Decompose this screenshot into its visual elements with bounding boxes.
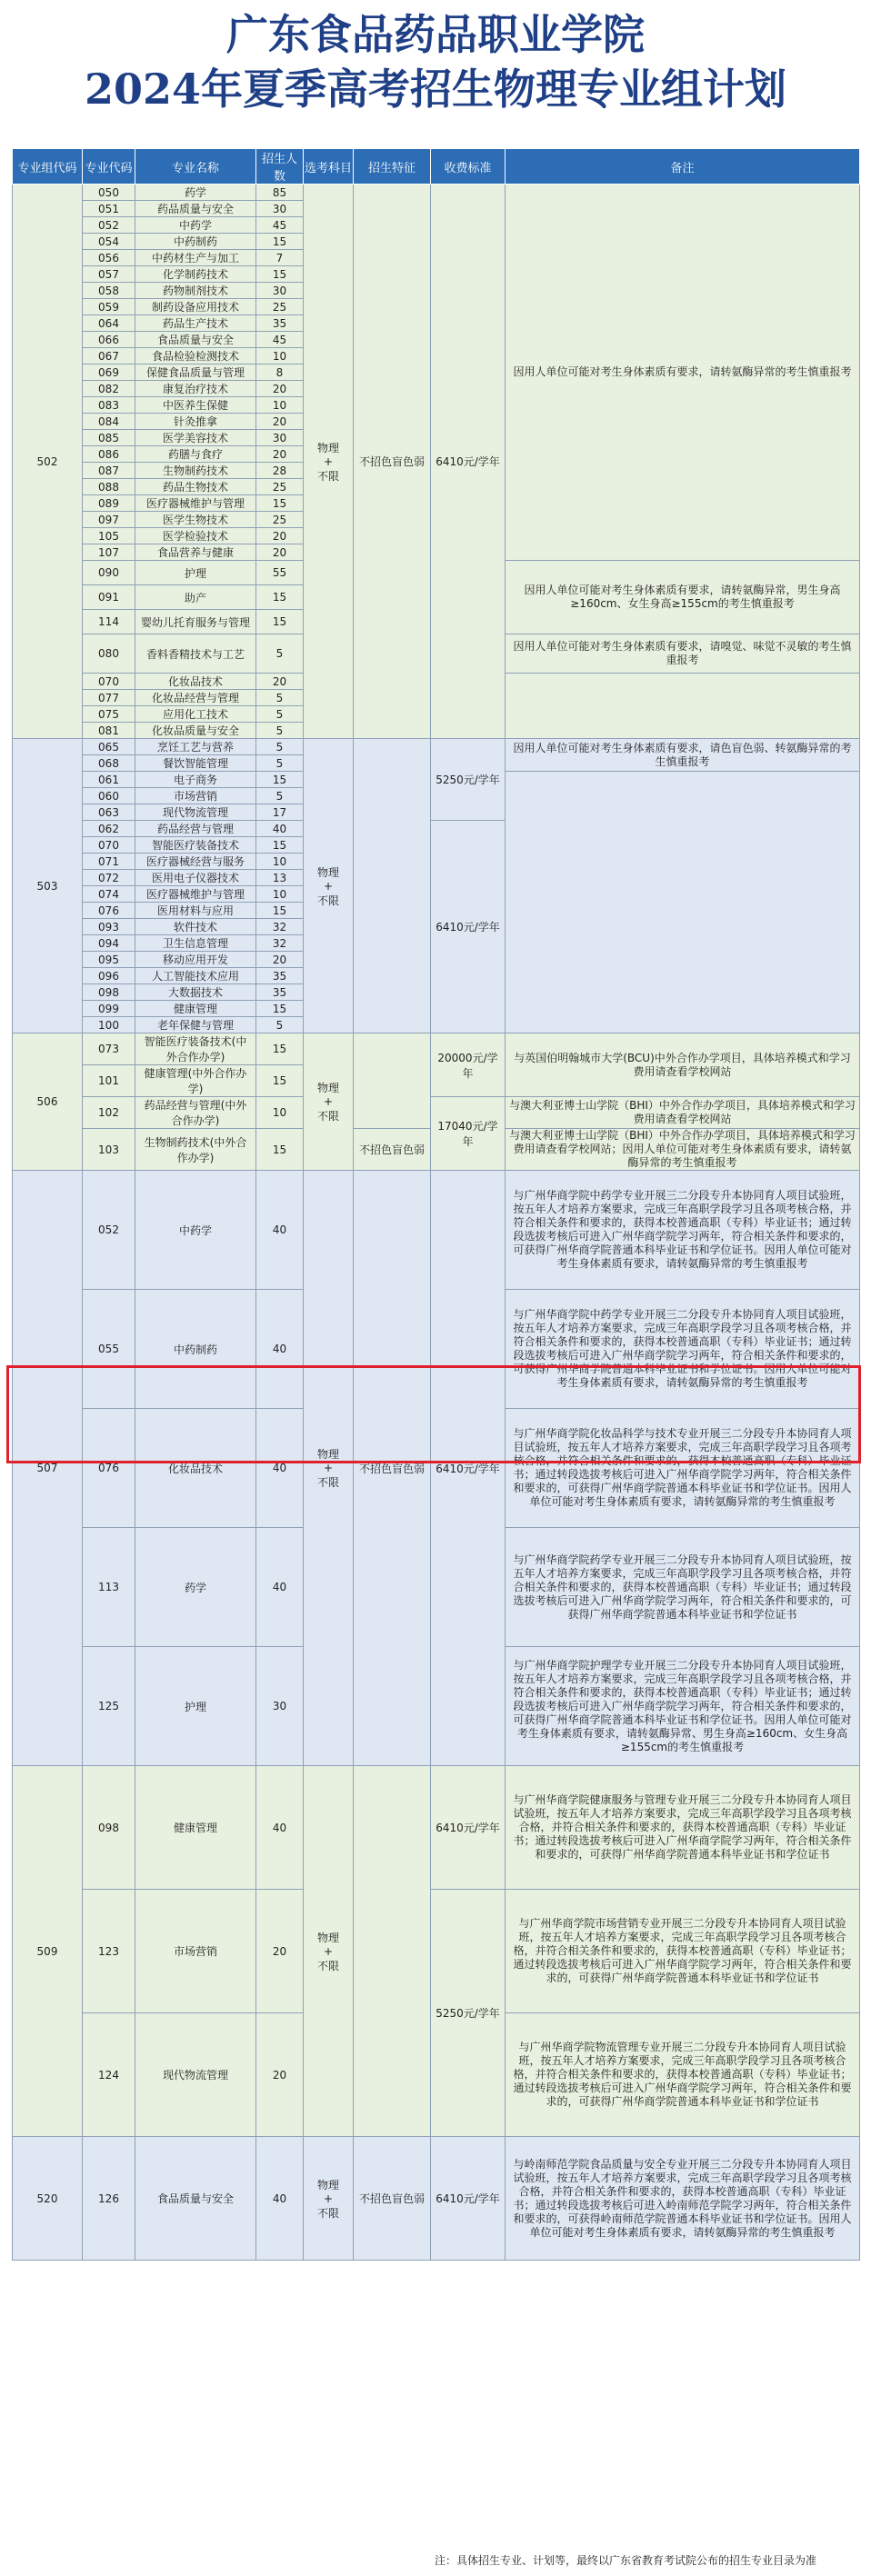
major-code: 056: [83, 250, 135, 266]
major-code: 098: [83, 1766, 135, 1890]
major-name: 药品生产技术: [135, 315, 256, 332]
major-name: 医学生物技术: [135, 512, 256, 528]
column-header: 备注: [506, 149, 860, 185]
major-code: 094: [83, 935, 135, 952]
enrollment-count: 10: [256, 348, 304, 364]
major-code: 052: [83, 217, 135, 234]
table-row: [13, 1890, 860, 2013]
remark: 与英国伯明翰城市大学(BCU)中外合作办学项目，具体培养模式和学习费用请查看学校网站: [506, 1033, 860, 1097]
major-name: 婴幼儿托育服务与管理: [135, 610, 256, 634]
major-code: 057: [83, 266, 135, 283]
remark: 与广州华商学院护理学专业开展三二分段专升本协同育人项目试验班，按五年人才培养方案要求，完成三年高职学段学习且各项考核合格，并符合相关条件和要求的，获得本校普通高职（专科）毕业证书；通过转段选拔考核后可进入广州华商学院学习两年，符合相关条件和要求的，可获得广州华商学院普通本科毕业证书和学位证书。因用人单位可能对考生身体素质有要求，请转氨酶异常、男生身高≥160cm、女生身高≥155cm的考生慎重报考: [506, 1647, 860, 1766]
enrollment-count: 5: [256, 739, 304, 755]
major-code: 054: [83, 234, 135, 250]
column-header: 专业组代码: [13, 149, 83, 185]
enrollment-plan-table: [12, 148, 860, 2261]
enrollment-count: 25: [256, 299, 304, 315]
major-code: 070: [83, 837, 135, 854]
enrollment-count: 45: [256, 332, 304, 348]
major-code: 095: [83, 952, 135, 968]
major-name: 中药制药: [135, 1290, 256, 1409]
major-code: 089: [83, 495, 135, 512]
enrollment-count: 5: [256, 706, 304, 723]
tuition-fee: 6410元/学年: [431, 1171, 506, 1766]
tuition-fee: 17040元/学年: [431, 1097, 506, 1171]
subject-requirement: 物理 + 不限: [304, 1033, 354, 1171]
enrollment-count: 5: [256, 634, 304, 674]
major-name: 针灸推拿: [135, 414, 256, 430]
tuition-fee: 6410元/学年: [431, 2137, 506, 2261]
tuition-fee: 5250元/学年: [431, 739, 506, 821]
major-code: 084: [83, 414, 135, 430]
page-title: 广东食品药品职业学院: [226, 10, 645, 59]
major-name: 烹饪工艺与营养: [135, 739, 256, 755]
enrollment-count: 30: [256, 201, 304, 217]
major-code: 055: [83, 1290, 135, 1409]
major-name: 应用化工技术: [135, 706, 256, 723]
major-name: 化妆品质量与安全: [135, 723, 256, 739]
major-code: 098: [83, 984, 135, 1001]
major-code: 086: [83, 446, 135, 463]
group-code: 506: [13, 1033, 83, 1171]
major-name: 药膳与食疗: [135, 446, 256, 463]
major-name: 化学制药技术: [135, 266, 256, 283]
major-name: 食品检验检测技术: [135, 348, 256, 364]
remark: 因用人单位可能对考生身体素质有要求，请转氨酶异常，男生身高≥160cm、女生身高≥155cm的考生慎重报考: [506, 561, 860, 634]
enrollment-count: 15: [256, 495, 304, 512]
remark: 与广州华商学院药学专业开展三二分段专升本协同育人项目试验班，按五年人才培养方案要求，完成三年高职学段学习且各项考核合格，并符合相关条件和要求的，获得本校普通高职（专科）毕业证书；通过转段选拔考核后可进入广州华商学院学习两年，符合相关条件和要求的，可获得广州华商学院普通本科毕业证书和学位证书: [506, 1528, 860, 1647]
major-code: 051: [83, 201, 135, 217]
major-name: 移动应用开发: [135, 952, 256, 968]
major-name: 智能医疗装备技术: [135, 837, 256, 854]
major-code: 097: [83, 512, 135, 528]
enrollment-count: 20: [256, 544, 304, 561]
group-code: 503: [13, 739, 83, 1033]
major-name: 老年保健与管理: [135, 1017, 256, 1033]
major-name: 医疗器械经营与服务: [135, 854, 256, 870]
enrollment-feature: 不招色盲色弱: [354, 1171, 431, 1766]
major-name: 现代物流管理: [135, 804, 256, 821]
enrollment-count: 15: [256, 772, 304, 788]
enrollment-feature: [354, 739, 431, 1033]
major-code: 074: [83, 886, 135, 903]
major-code: 052: [83, 1171, 135, 1290]
enrollment-count: 17: [256, 804, 304, 821]
enrollment-feature: [354, 1033, 431, 1129]
subject-requirement: 物理 + 不限: [304, 185, 354, 739]
major-code: 087: [83, 463, 135, 479]
enrollment-count: 35: [256, 984, 304, 1001]
major-name: 软件技术: [135, 919, 256, 935]
enrollment-count: 10: [256, 886, 304, 903]
enrollment-count: 85: [256, 185, 304, 201]
major-code: 090: [83, 561, 135, 585]
major-code: 103: [83, 1129, 135, 1171]
column-header: 收费标准: [431, 149, 506, 185]
remark: 因用人单位可能对考生身体素质有要求，请转氨酶异常的考生慎重报考: [506, 185, 860, 561]
subject-requirement: 物理 + 不限: [304, 739, 354, 1033]
enrollment-count: 55: [256, 561, 304, 585]
enrollment-count: 32: [256, 935, 304, 952]
enrollment-count: 20: [256, 952, 304, 968]
enrollment-count: 45: [256, 217, 304, 234]
table-row: [13, 1033, 860, 1065]
enrollment-count: 5: [256, 755, 304, 772]
major-code: 124: [83, 2013, 135, 2137]
enrollment-count: 15: [256, 585, 304, 610]
major-code: 076: [83, 1409, 135, 1528]
major-code: 070: [83, 674, 135, 690]
major-code: 093: [83, 919, 135, 935]
major-name: 大数据技术: [135, 984, 256, 1001]
subject-requirement: 物理 + 不限: [304, 1171, 354, 1766]
enrollment-count: 28: [256, 463, 304, 479]
enrollment-feature: 不招色盲色弱: [354, 2137, 431, 2261]
enrollment-count: 13: [256, 870, 304, 886]
major-name: 助产: [135, 585, 256, 610]
major-code: 085: [83, 430, 135, 446]
enrollment-count: 15: [256, 1033, 304, 1065]
enrollment-count: 7: [256, 250, 304, 266]
enrollment-count: 10: [256, 854, 304, 870]
major-code: 099: [83, 1001, 135, 1017]
remark: 因用人单位可能对考生身体素质有要求，请嗅觉、味觉不灵敏的考生慎重报考: [506, 634, 860, 674]
tuition-fee: 6410元/学年: [431, 1766, 506, 1890]
remark: 与广州华商学院健康服务与管理专业开展三二分段专升本协同育人项目试验班，按五年人才培养方案要求，完成三年高职学段学习且各项考核合格，并符合相关条件和要求的，获得本校普通高职（专科）毕业证书；通过转段选拔考核后可进入广州华商学院学习两年，符合相关条件和要求的，可获得广州华商学院普通本科毕业证书和学位证书: [506, 1766, 860, 1890]
enrollment-count: 5: [256, 1017, 304, 1033]
column-header: 选考科目: [304, 149, 354, 185]
major-code: 077: [83, 690, 135, 706]
tuition-fee: 20000元/学年: [431, 1033, 506, 1097]
enrollment-count: 30: [256, 283, 304, 299]
major-code: 076: [83, 903, 135, 919]
major-code: 096: [83, 968, 135, 984]
major-code: 105: [83, 528, 135, 544]
major-code: 082: [83, 381, 135, 397]
column-header: 专业代码: [83, 149, 135, 185]
major-code: 066: [83, 332, 135, 348]
table-row: [13, 739, 860, 755]
major-name: 药品经营与管理(中外合作办学): [135, 1097, 256, 1129]
major-code: 065: [83, 739, 135, 755]
enrollment-count: 10: [256, 397, 304, 414]
enrollment-count: 30: [256, 1647, 304, 1766]
table-row: [13, 2137, 860, 2261]
major-code: 107: [83, 544, 135, 561]
subject-requirement: 物理 + 不限: [304, 2137, 354, 2261]
major-name: 人工智能技术应用: [135, 968, 256, 984]
remark: 与澳大利亚博士山学院（BHI）中外合作办学项目，具体培养模式和学习费用请查看学校网站: [506, 1097, 860, 1129]
major-name: 电子商务: [135, 772, 256, 788]
remark: 与广州华商学院物流管理专业开展三二分段专升本协同育人项目试验班，按五年人才培养方案要求，完成三年高职学段学习且各项考核合格，并符合相关条件和要求的，获得本校普通高职（专科）毕业证书；通过转段选拔考核后可进入广州华商学院学习两年，符合相关条件和要求的，可获得广州华商学院普通本科毕业证书和学位证书: [506, 2013, 860, 2137]
major-code: 100: [83, 1017, 135, 1033]
major-name: 保健食品质量与管理: [135, 364, 256, 381]
remark: 与广州华商学院化妆品科学与技术专业开展三二分段专升本协同育人项目试验班，按五年人才培养方案要求，完成三年高职学段学习且各项考核合格，并符合相关条件和要求的，获得本校普通高职（专科）毕业证书；通过转段选拔考核后可进入广州华商学院学习两年，符合相关条件和要求的，可获得广州华商学院普通本科毕业证书和学位证书。因用人单位可能对考生身体素质有要求，请转氨酶异常的考生慎重报考: [506, 1409, 860, 1528]
enrollment-count: 20: [256, 2013, 304, 2137]
major-name: 市场营销: [135, 1890, 256, 2013]
major-name: 食品质量与安全: [135, 2137, 256, 2261]
enrollment-count: 20: [256, 381, 304, 397]
enrollment-count: 20: [256, 414, 304, 430]
remark: [506, 674, 860, 739]
major-name: 健康管理: [135, 1766, 256, 1890]
tuition-fee: 6410元/学年: [431, 821, 506, 1033]
enrollment-count: 15: [256, 1129, 304, 1171]
enrollment-count: 20: [256, 528, 304, 544]
enrollment-count: 20: [256, 446, 304, 463]
column-header: 招生特征: [354, 149, 431, 185]
major-code: 123: [83, 1890, 135, 2013]
enrollment-count: 15: [256, 610, 304, 634]
major-name: 化妆品技术: [135, 674, 256, 690]
major-name: 药品经营与管理: [135, 821, 256, 837]
table-header-row: [13, 149, 860, 185]
remark: 因用人单位可能对考生身体素质有要求，请色盲色弱、转氨酶异常的考生慎重报考: [506, 739, 860, 772]
major-name: 中药材生产与加工: [135, 250, 256, 266]
enrollment-count: 40: [256, 1528, 304, 1647]
major-name: 生物制药技术(中外合作办学): [135, 1129, 256, 1171]
column-header: 招生人数: [256, 149, 304, 185]
enrollment-feature: 不招色盲色弱: [354, 185, 431, 739]
major-name: 药品生物技术: [135, 479, 256, 495]
major-name: 护理: [135, 561, 256, 585]
enrollment-feature: 不招色盲色弱: [354, 1129, 431, 1171]
major-name: 医疗器械维护与管理: [135, 886, 256, 903]
remark: 与广州华商学院市场营销专业开展三二分段专升本协同育人项目试验班，按五年人才培养方案要求，完成三年高职学段学习且各项考核合格，并符合相关条件和要求的，获得本校普通高职（专科）毕业证书；通过转段选拔考核后可进入广州华商学院学习两年，符合相关条件和要求的，可获得广州华商学院普通本科毕业证书和学位证书: [506, 1890, 860, 2013]
major-code: 101: [83, 1065, 135, 1097]
major-name: 中药学: [135, 217, 256, 234]
remark: 与广州华商学院中药学专业开展三二分段专升本协同育人项目试验班，按五年人才培养方案要求，完成三年高职学段学习且各项考核合格，并符合相关条件和要求的，获得本校普通高职（专科）毕业证书；通过转段选拔考核后可进入广州华商学院学习两年，符合相关条件和要求的，可获得广州华商学院普通本科毕业证书和学位证书。因用人单位可能对考生身体素质有要求，请转氨酶异常的考生慎重报考: [506, 1171, 860, 1290]
major-name: 中药学: [135, 1171, 256, 1290]
major-code: 071: [83, 854, 135, 870]
major-name: 医用材料与应用: [135, 903, 256, 919]
major-code: 102: [83, 1097, 135, 1129]
group-code: 507: [13, 1171, 83, 1766]
enrollment-count: 10: [256, 1097, 304, 1129]
major-name: 药品质量与安全: [135, 201, 256, 217]
major-code: 050: [83, 185, 135, 201]
remark: 与广州华商学院中药学专业开展三二分段专升本协同育人项目试验班，按五年人才培养方案要求，完成三年高职学段学习且各项考核合格，并符合相关条件和要求的，获得本校普通高职（专科）毕业证书；通过转段选拔考核后可进入广州华商学院学习两年，符合相关条件和要求的，可获得广州华商学院普通本科毕业证书和学位证书。因用人单位可能对考生身体素质有要求，请转氨酶异常的考生慎重报考: [506, 1290, 860, 1409]
major-code: 059: [83, 299, 135, 315]
major-code: 062: [83, 821, 135, 837]
enrollment-count: 8: [256, 364, 304, 381]
major-code: 061: [83, 772, 135, 788]
page-subtitle: 2024年夏季高考招生物理专业组计划: [84, 65, 787, 114]
major-code: 091: [83, 585, 135, 610]
major-name: 市场营销: [135, 788, 256, 804]
major-name: 中医养生保健: [135, 397, 256, 414]
major-name: 药物制剂技术: [135, 283, 256, 299]
column-header: 专业名称: [135, 149, 256, 185]
footnote: 注：具体招生专业、计划等，最终以广东省教育考试院公布的招生专业目录为准: [435, 2554, 817, 2567]
major-name: 香料香精技术与工艺: [135, 634, 256, 674]
major-name: 智能医疗装备技术(中外合作办学): [135, 1033, 256, 1065]
major-code: 114: [83, 610, 135, 634]
remark: 与澳大利亚博士山学院（BHI）中外合作办学项目，具体培养模式和学习费用请查看学校网站；因用人单位可能对考生身体素质有要求，请转氨酶异常的考生慎重报考: [506, 1129, 860, 1171]
table-row: [13, 1097, 860, 1129]
major-code: 080: [83, 634, 135, 674]
enrollment-count: 15: [256, 1065, 304, 1097]
table-row: [13, 185, 860, 201]
major-name: 制药设备应用技术: [135, 299, 256, 315]
table-row: [13, 1171, 860, 1290]
major-name: 现代物流管理: [135, 2013, 256, 2137]
enrollment-count: 35: [256, 315, 304, 332]
major-name: 化妆品技术: [135, 1409, 256, 1528]
enrollment-count: 25: [256, 512, 304, 528]
subject-requirement: 物理 + 不限: [304, 1766, 354, 2137]
major-name: 食品质量与安全: [135, 332, 256, 348]
major-name: 健康管理: [135, 1001, 256, 1017]
enrollment-count: 15: [256, 903, 304, 919]
remark: [506, 772, 860, 1033]
major-name: 康复治疗技术: [135, 381, 256, 397]
group-code: 520: [13, 2137, 83, 2261]
enrollment-count: 15: [256, 837, 304, 854]
major-code: 075: [83, 706, 135, 723]
enrollment-count: 25: [256, 479, 304, 495]
enrollment-count: 35: [256, 968, 304, 984]
major-code: 081: [83, 723, 135, 739]
group-code: 502: [13, 185, 83, 739]
enrollment-count: 32: [256, 919, 304, 935]
group-code: 509: [13, 1766, 83, 2137]
major-name: 生物制药技术: [135, 463, 256, 479]
major-name: 食品营养与健康: [135, 544, 256, 561]
major-code: 064: [83, 315, 135, 332]
major-code: 125: [83, 1647, 135, 1766]
enrollment-count: 40: [256, 821, 304, 837]
major-code: 060: [83, 788, 135, 804]
tuition-fee: 5250元/学年: [431, 1890, 506, 2137]
major-name: 健康管理(中外合作办学): [135, 1065, 256, 1097]
major-code: 068: [83, 755, 135, 772]
major-code: 113: [83, 1528, 135, 1647]
major-code: 072: [83, 870, 135, 886]
major-code: 083: [83, 397, 135, 414]
enrollment-count: 15: [256, 266, 304, 283]
remark: 与岭南师范学院食品质量与安全专业开展三二分段专升本协同育人项目试验班，按五年人才培养方案要求，完成三年高职学段学习且各项考核合格，并符合相关条件和要求的，获得本校普通高职（专科）毕业证书；通过转段选拔考核后可进入岭南师范学院学习两年，符合相关条件和要求的，可获得岭南师范学院普通本科毕业证书和学位证书。因用人单位可能对考生身体素质有要求，请转氨酶异常的考生慎重报考: [506, 2137, 860, 2261]
enrollment-count: 40: [256, 1171, 304, 1290]
major-name: 医用电子仪器技术: [135, 870, 256, 886]
major-name: 卫生信息管理: [135, 935, 256, 952]
major-code: 067: [83, 348, 135, 364]
major-name: 医学美容技术: [135, 430, 256, 446]
enrollment-count: 5: [256, 690, 304, 706]
major-code: 069: [83, 364, 135, 381]
major-name: 化妆品经营与管理: [135, 690, 256, 706]
enrollment-count: 20: [256, 674, 304, 690]
major-name: 中药制药: [135, 234, 256, 250]
enrollment-count: 5: [256, 723, 304, 739]
enrollment-count: 20: [256, 1890, 304, 2013]
major-name: 餐饮智能管理: [135, 755, 256, 772]
major-code: 063: [83, 804, 135, 821]
enrollment-count: 40: [256, 2137, 304, 2261]
enrollment-count: 40: [256, 1766, 304, 1890]
major-name: 药学: [135, 185, 256, 201]
enrollment-count: 30: [256, 430, 304, 446]
enrollment-count: 15: [256, 234, 304, 250]
major-code: 058: [83, 283, 135, 299]
enrollment-count: 15: [256, 1001, 304, 1017]
major-name: 医疗器械维护与管理: [135, 495, 256, 512]
enrollment-count: 40: [256, 1290, 304, 1409]
major-code: 126: [83, 2137, 135, 2261]
enrollment-count: 40: [256, 1409, 304, 1528]
major-name: 医学检验技术: [135, 528, 256, 544]
major-code: 088: [83, 479, 135, 495]
table-row: [13, 1766, 860, 1890]
major-name: 护理: [135, 1647, 256, 1766]
enrollment-count: 5: [256, 788, 304, 804]
tuition-fee: 6410元/学年: [431, 185, 506, 739]
enrollment-feature: [354, 1766, 431, 2137]
major-name: 药学: [135, 1528, 256, 1647]
major-code: 073: [83, 1033, 135, 1065]
